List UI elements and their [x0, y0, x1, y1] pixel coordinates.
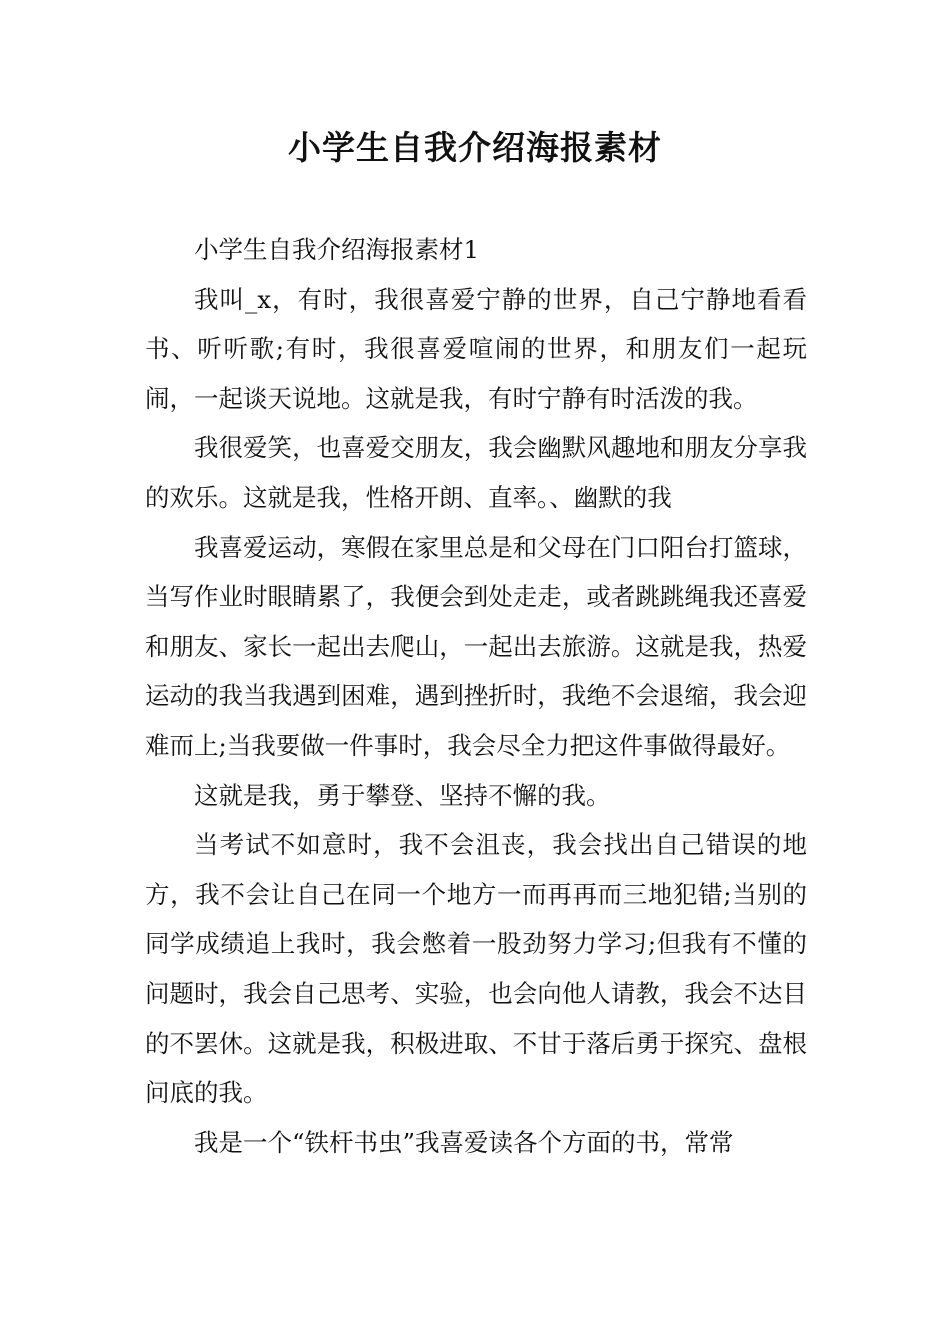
document-body [145, 225, 807, 1167]
paragraph: 这就是我，勇于攀登、坚持不懈的我。 [194, 780, 611, 810]
paragraph: 我很爱笑，也喜爱交朋友，我会幽默风趣地和朋友分享我的欢乐。这就是我，性格开朗、直率。、幽默的我 [145, 433, 807, 512]
document-title: 小学生自我介绍海报素材 [288, 128, 662, 167]
paragraph: 我是一个“铁杆书虫”我喜爱读各个方面的书，常常 [194, 1127, 734, 1157]
paragraph: 当考试不如意时，我不会沮丧，我会找出自己错误的地方，我不会让自己在同一个地方一而再再而三地犯错;当别的同学成绩追上我时，我会憋着一股劲努力学习;但我有不懂的问题时，我会自己思考、实验，也会向他人请教，我会不达目的不罢休。这就是我，积极进取、不甘于落后勇于探究、盘根问底的我。 [145, 830, 807, 1108]
paragraph: 我喜爱运动，寒假在家里总是和父母在门口阳台打篮球，当写作业时眼睛累了，我便会到处走走，或者跳跳绳我还喜爱和朋友、家长一起出去爬山，一起出去旅游。这就是我，热爱运动的我当我遇到困难，遇到挫折时，我绝不会退缩，我会迎难而上;当我要做一件事时，我会尽全力把这件事做得最好。 [145, 532, 807, 760]
paragraph: 我叫_x，有时，我很喜爱宁静的世界，自己宁静地看看书、听听歌;有时，我很喜爱喧闹的世界，和朋友们一起玩闹，一起谈天说地。这就是我，有时宁静有时活泼的我。 [145, 284, 807, 413]
section-heading: 小学生自我介绍海报素材1 [194, 235, 480, 264]
